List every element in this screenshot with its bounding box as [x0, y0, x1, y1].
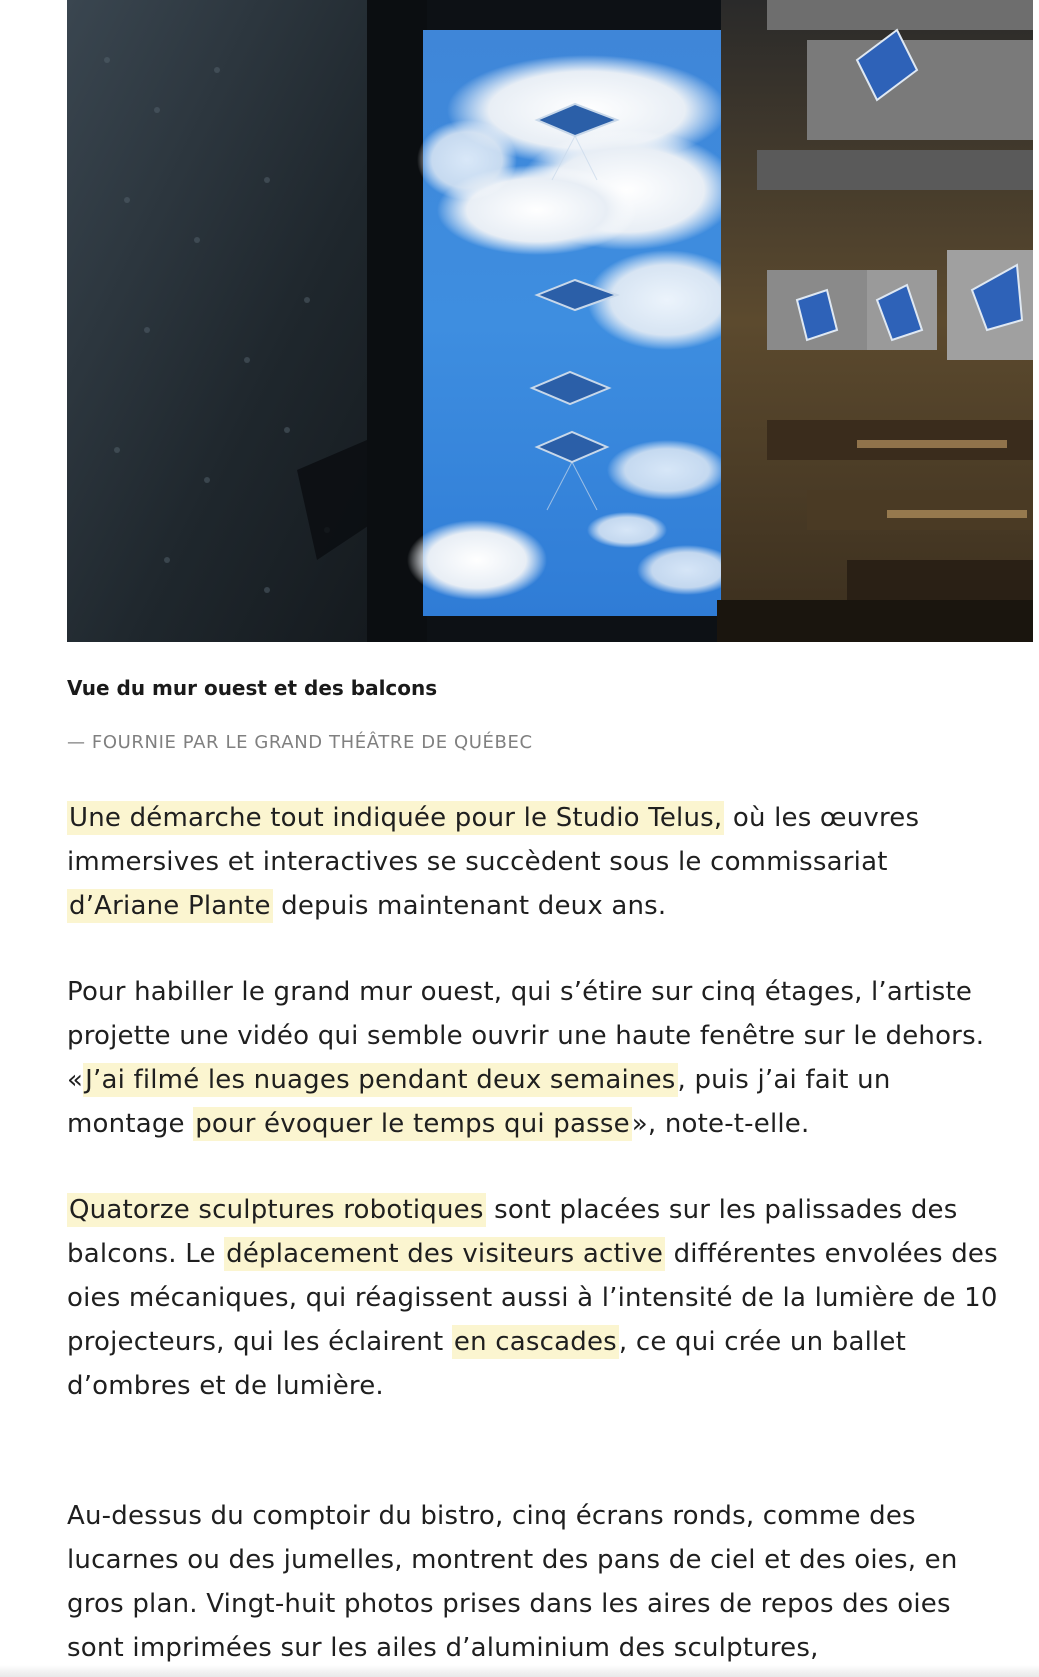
highlighted-text: d’Ariane Plante — [69, 891, 271, 921]
article-photo — [67, 0, 1033, 642]
text-run: sont placées sur les palissades des balcons. Le — [67, 1195, 958, 1269]
article-body — [67, 796, 1007, 1670]
highlighted-text: Une démarche tout indiquée pour le Studio Telus, — [69, 803, 723, 833]
text-run: où les œuvres immersives et interactives se succèdent sous le commissariat — [67, 803, 920, 877]
text-run: différentes envolées des oies mécaniques, qui réagissent aussi à l’intensité de la lumière de 10 projecteurs, qui les éclairent — [67, 1239, 998, 1357]
text-run: , ce qui crée un ballet d’ombres et de lumière. — [67, 1327, 907, 1401]
highlighted-text: déplacement des visiteurs active — [226, 1239, 664, 1269]
text-run: », note-t-elle. — [631, 1109, 810, 1139]
text-run: depuis maintenant deux ans. — [272, 891, 667, 921]
photo-caption: Vue du mur ouest et des balcons — [67, 676, 438, 700]
paragraph-2 — [67, 970, 1007, 1146]
paragraph-4 — [67, 1494, 1007, 1670]
text-run: Pour habiller le grand mur ouest, qui s’étire sur cinq étages, l’artiste projette une vidéo qui semble ouvrir une haute fenêtre sur le dehors. « — [67, 977, 985, 1095]
paragraph-1 — [67, 796, 1007, 928]
bottom-edge-shadow — [0, 1665, 1039, 1677]
photo-credit: — FOURNIE PAR LE GRAND THÉÂTRE DE QUÉBEC — [67, 732, 533, 753]
highlighted-text: pour évoquer le temps qui passe — [195, 1109, 630, 1139]
text-run: , puis j’ai fait un montage — [67, 1065, 891, 1139]
highlighted-text: J’ai filmé les nuages pendant deux semaines — [85, 1065, 676, 1095]
paragraph-3 — [67, 1188, 1007, 1408]
highlighted-text: Quatorze sculptures robotiques — [69, 1195, 484, 1225]
highlighted-text: en cascades — [453, 1327, 617, 1357]
text-run: Au-dessus du comptoir du bistro, cinq écrans ronds, comme des lucarnes ou des jumelles, montrent des pans de ciel et des oies, en gros plan. Vingt-huit photos prises dans les aires de repos des oies sont imprimées sur les ailes d’aluminium des sculptures, — [67, 1501, 958, 1663]
